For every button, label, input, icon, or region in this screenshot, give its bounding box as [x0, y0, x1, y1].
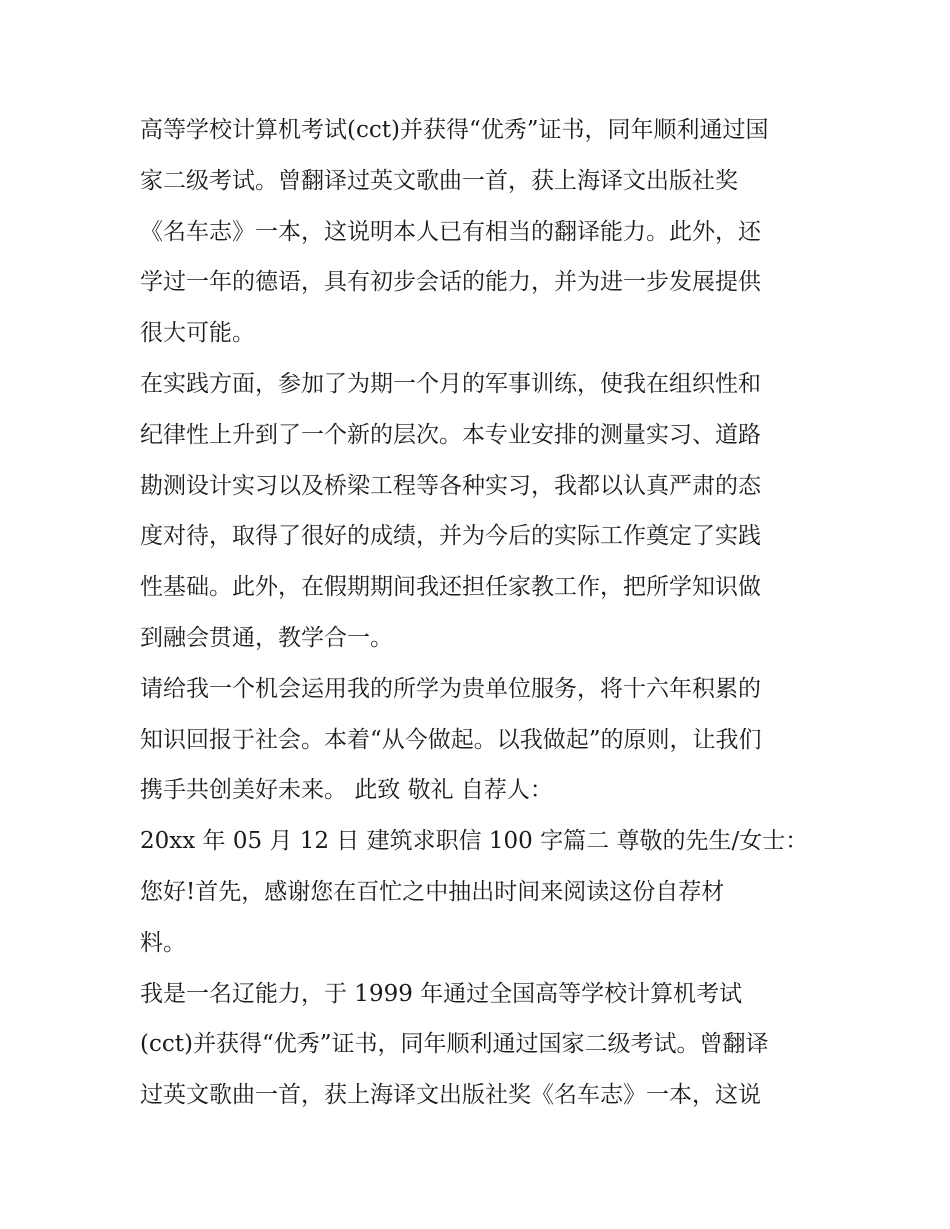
text-line: (cct)并获得“优秀”证书，同年顺利通过国家二级考试。曾翻译 — [140, 1031, 769, 1058]
text-line: 我是一名辽能力，于 1999 年通过全国高等学校计算机考试 — [140, 980, 743, 1007]
text-line: 性基础。此外，在假期期间我还担任家教工作，把所学知识做 — [140, 574, 761, 601]
text-line: 携手共创美好未来。 此致 敬礼 自荐人： — [140, 777, 553, 804]
text-line: 到融会贯通，教学合一。 — [140, 624, 393, 651]
text-line: 过英文歌曲一首，获上海译文出版社奖《名车志》一本，这说 — [140, 1082, 761, 1109]
text-line: 知识回报于社会。本着“从今做起。以我做起”的原则，让我们 — [140, 726, 762, 753]
text-line: 家二级考试。曾翻译过英文歌曲一首，获上海译文出版社奖 — [140, 167, 738, 194]
text-line: 请给我一个机会运用我的所学为贵单位服务，将十六年积累的 — [140, 675, 761, 702]
text-line: 您好!首先，感谢您在百忙之中抽出时间来阅读这份自荐材 — [140, 878, 725, 905]
text-line: 在实践方面，参加了为期一个月的军事训练，使我在组织性和 — [140, 370, 761, 397]
text-line: 很大可能。 — [140, 320, 255, 347]
text-line: 高等学校计算机考试(cct)并获得“优秀”证书，同年顺利通过国 — [140, 117, 769, 143]
text-line: 《名车志》一本，这说明本人已有相当的翻译能力。此外，还 — [140, 218, 761, 245]
text-line: 20xx 年 05 月 12 日 建筑求职信 100 字篇二 尊敬的先生/女士： — [140, 828, 809, 855]
text-line: 度对待，取得了很好的成绩，并为今后的实际工作奠定了实践 — [140, 523, 761, 550]
text-line: 勘测设计实习以及桥梁工程等各种实习，我都以认真严肃的态 — [140, 472, 761, 499]
text-line: 学过一年的德语，具有初步会话的能力，并为进一步发展提供 — [140, 269, 761, 296]
text-line: 纪律性上升到了一个新的层次。本专业安排的测量实习、道路 — [140, 421, 761, 448]
text-line: 料。 — [140, 929, 186, 956]
document-body — [140, 110, 820, 1126]
